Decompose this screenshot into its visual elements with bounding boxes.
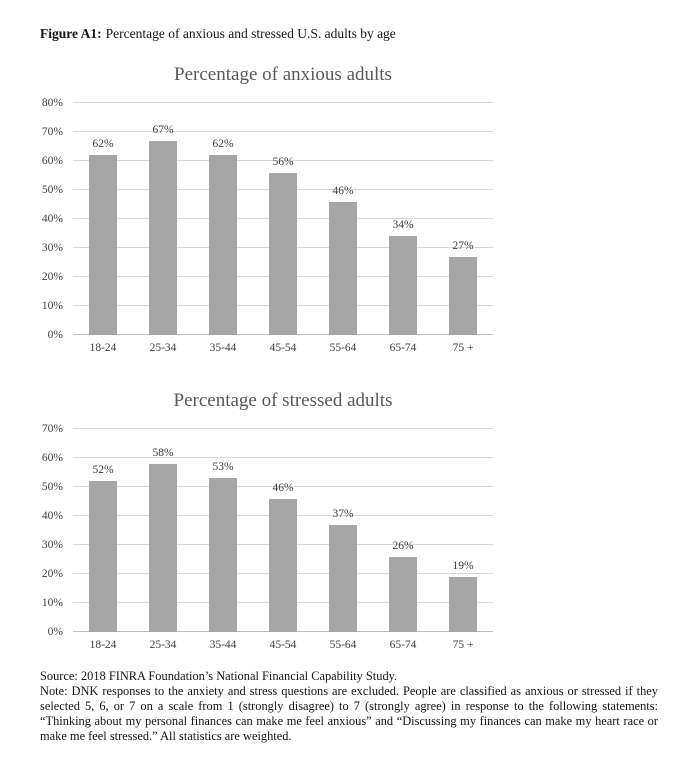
x-tick-label: 18-24 xyxy=(89,639,117,651)
methodology-note: Note: DNK responses to the anxiety and stress questions are excluded. People are classified as anxious or stressed if they selected 5, 6, or 7 on a scale from 1 (strongly disagree) to 7 (strongly agree) in response to the following statements: “Thinking about my personal finances can make me feel anxious” and “Discussing my finances can make my heart race or make me feel stressed.” All statistics are weighted. xyxy=(40,684,658,743)
figure-label: Figure A1: xyxy=(40,26,102,41)
y-tick-label: 30% xyxy=(41,539,63,551)
bar-slot xyxy=(253,103,313,335)
bar xyxy=(269,499,297,632)
bar xyxy=(449,577,477,632)
y-tick-label: 30% xyxy=(41,242,63,254)
x-axis-labels xyxy=(73,342,493,354)
bar-series xyxy=(73,429,493,632)
bar xyxy=(449,257,477,335)
x-tick-label: 25-34 xyxy=(149,342,177,354)
x-tick-label: 45-54 xyxy=(269,639,297,651)
y-tick-label: 10% xyxy=(41,597,63,609)
bar-value-label: 52% xyxy=(92,464,114,477)
x-tick-label: 25-34 xyxy=(149,639,177,651)
bar-value-label: 46% xyxy=(272,481,294,494)
y-tick-label: 40% xyxy=(41,510,63,522)
y-tick-label: 80% xyxy=(41,97,63,109)
y-tick-label: 20% xyxy=(41,568,63,580)
bar xyxy=(209,478,237,632)
x-tick-label: 35-44 xyxy=(209,342,237,354)
x-tick-label: 75 + xyxy=(452,342,474,354)
y-tick-label: 60% xyxy=(41,452,63,464)
chart-title: Percentage of anxious adults xyxy=(174,64,392,85)
bar-chart-2 xyxy=(35,388,493,651)
bar-slot xyxy=(433,103,493,335)
bar-value-label: 27% xyxy=(452,239,474,252)
charts-container xyxy=(35,62,493,651)
bar xyxy=(329,525,357,632)
bar-value-label: 56% xyxy=(272,155,294,168)
footnotes-block xyxy=(40,669,658,744)
bar xyxy=(269,173,297,335)
bar-slot xyxy=(313,429,373,632)
chart-title: Percentage of stressed adults xyxy=(173,390,393,411)
y-tick-label: 20% xyxy=(41,271,63,283)
bar xyxy=(149,141,177,335)
bar xyxy=(329,202,357,335)
y-tick-label: 0% xyxy=(47,329,63,341)
bar-value-label: 62% xyxy=(92,138,114,151)
y-tick-label: 70% xyxy=(41,126,63,138)
bar-slot xyxy=(193,103,253,335)
x-tick-label: 45-54 xyxy=(269,342,297,354)
y-tick-label: 10% xyxy=(41,300,63,312)
y-tick-label: 0% xyxy=(47,626,63,638)
bar xyxy=(209,155,237,335)
x-tick-label: 18-24 xyxy=(89,342,117,354)
bar-value-label: 26% xyxy=(392,539,414,552)
y-tick-label: 40% xyxy=(41,213,63,225)
source-note: Source: 2018 FINRA Foundation’s National Financial Capability Study. xyxy=(40,669,398,683)
bar xyxy=(389,236,417,335)
bar-slot xyxy=(193,429,253,632)
bar-slot xyxy=(133,103,193,335)
x-tick-label: 55-64 xyxy=(329,342,357,354)
bar-slot xyxy=(433,429,493,632)
bar-slot xyxy=(133,429,193,632)
x-tick-label: 65-74 xyxy=(389,639,417,651)
bar-slot xyxy=(373,103,433,335)
bar-slot xyxy=(253,429,313,632)
bar-value-label: 34% xyxy=(392,219,414,232)
figure-title-text: Percentage of anxious and stressed U.S. adults by age xyxy=(105,26,396,41)
bar xyxy=(89,155,117,335)
bar-value-label: 58% xyxy=(152,446,174,459)
bar-value-label: 46% xyxy=(332,184,354,197)
plot-area xyxy=(41,423,493,638)
x-tick-label: 65-74 xyxy=(389,342,417,354)
bar-value-label: 53% xyxy=(212,461,234,474)
bar-value-label: 62% xyxy=(212,138,234,151)
bar-slot xyxy=(313,103,373,335)
figure-caption xyxy=(40,26,396,42)
bar xyxy=(389,557,417,632)
bar xyxy=(149,464,177,632)
bar xyxy=(89,481,117,632)
bar-slot xyxy=(73,429,133,632)
bar-slot xyxy=(73,103,133,335)
bar-value-label: 19% xyxy=(452,559,474,572)
bar-chart-1 xyxy=(35,62,493,354)
y-tick-label: 50% xyxy=(41,481,63,493)
x-axis-labels xyxy=(73,639,493,651)
bar-value-label: 67% xyxy=(152,123,174,136)
x-tick-label: 55-64 xyxy=(329,639,357,651)
bar-series xyxy=(73,103,493,335)
x-tick-label: 75 + xyxy=(452,639,474,651)
x-tick-label: 35-44 xyxy=(209,639,237,651)
bar-slot xyxy=(373,429,433,632)
plot-area xyxy=(41,97,493,341)
y-tick-label: 60% xyxy=(41,155,63,167)
y-tick-label: 50% xyxy=(41,184,63,196)
bar-value-label: 37% xyxy=(332,507,354,520)
y-tick-label: 70% xyxy=(41,423,63,435)
